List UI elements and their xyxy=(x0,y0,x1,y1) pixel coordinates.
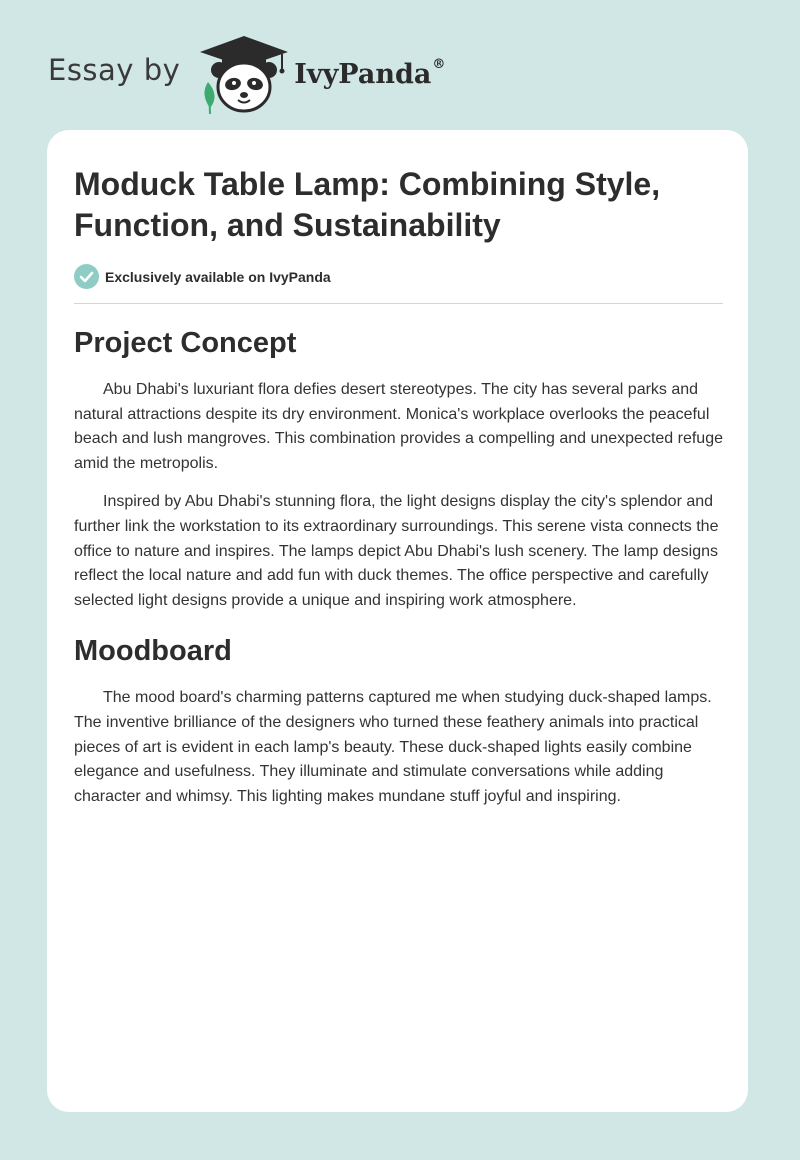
page-title: Moduck Table Lamp: Combining Style, Function, and Sustainability xyxy=(74,166,661,243)
divider xyxy=(74,303,723,304)
paragraph: Inspired by Abu Dhabi's stunning flora, the light designs display the city's splendor and further link the workstation to its extraordinary surroundings. This serene vista connects the office to nature and inspires. The lamps depict Abu Dhabi's lush scenery. The lamp designs reflect the local nature and add fun with duck themes. The office perspective and carefully selected light designs provide a unique and inspiring work atmosphere. xyxy=(74,493,719,609)
section-heading-moodboard: Moodboard xyxy=(74,635,232,668)
essay-by-label: Essay by xyxy=(48,53,181,87)
site-header xyxy=(48,34,445,114)
check-circle-icon xyxy=(74,264,99,289)
essay-body xyxy=(74,325,724,823)
brand-name-text: IvyPanda xyxy=(294,58,432,90)
panda-graduate-logo-icon[interactable] xyxy=(198,34,290,114)
section-heading-project-concept: Project Concept xyxy=(74,327,297,359)
brand-name[interactable] xyxy=(294,56,446,90)
exclusive-label: Exclusively available on IvyPanda xyxy=(105,268,331,285)
paragraph: Abu Dhabi's luxuriant flora defies desert stereotypes. The city has several parks and natural attractions despite its dry environment. Monica's workplace overlooks the peaceful beach and lush mangroves. This combination provides a compelling and unexpected refuge amid the metropolis. xyxy=(74,381,723,472)
essay-card xyxy=(47,130,748,1112)
exclusive-badge xyxy=(74,264,331,289)
paragraph: The mood board's charming patterns captured me when studying duck-shaped lamps. The inventive brilliance of the designers who turned these feathery animals into practical pieces of art is evident in each lamp's beauty. These duck-shaped lights easily combine elegance and usefulness. They illuminate and stimulate conversations while adding character and whimsy. This lighting makes mundane stuff joyful and inspiring. xyxy=(74,689,712,805)
registered-mark: ® xyxy=(432,56,446,72)
